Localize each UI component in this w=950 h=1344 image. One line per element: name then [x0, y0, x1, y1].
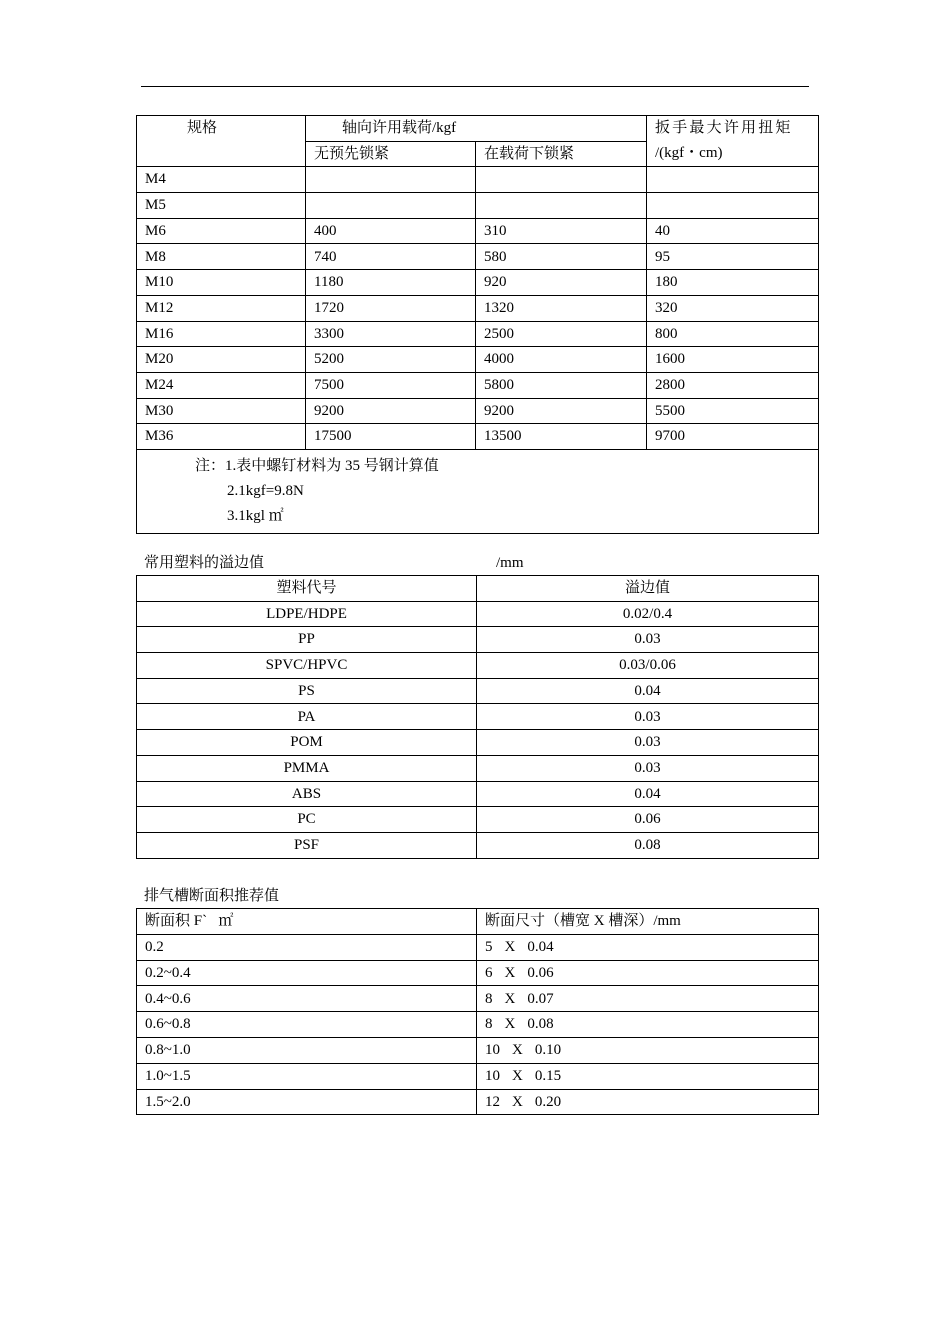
table-row	[137, 347, 819, 373]
table-row	[137, 295, 819, 321]
table1-body	[137, 167, 819, 450]
cell-flash-value: 0.03	[477, 704, 819, 730]
table-row	[137, 1037, 819, 1063]
cell-no-preload: 9200	[306, 398, 476, 424]
flash-value-header: 溢边值	[477, 576, 819, 602]
cell-under-load: 5800	[476, 372, 647, 398]
size-width: 10	[485, 1067, 500, 1084]
cell-torque: 1600	[647, 347, 819, 373]
table-row	[137, 807, 819, 833]
table-row	[137, 1063, 819, 1089]
size-depth: 0.06	[527, 964, 554, 981]
cell-torque	[647, 167, 819, 193]
axial-load-header: 轴向许用载荷/kgf	[306, 116, 647, 142]
size-times: X	[504, 990, 516, 1007]
cell-no-preload: 17500	[306, 424, 476, 450]
cell-area: 0.8~1.0	[137, 1037, 477, 1063]
cell-size	[477, 1012, 819, 1038]
cell-flash-value: 0.08	[477, 832, 819, 858]
note-1: 注：1.表中螺钉材料为 35 号钢计算值	[195, 457, 439, 474]
cell-spec: M6	[137, 218, 306, 244]
table-row	[137, 193, 819, 219]
cell-no-preload: 3300	[306, 321, 476, 347]
vent-groove-table	[136, 908, 819, 1115]
cell-torque: 2800	[647, 372, 819, 398]
table-row	[137, 321, 819, 347]
cell-torque: 5500	[647, 398, 819, 424]
size-times: X	[512, 1093, 523, 1110]
cell-under-load: 920	[476, 270, 647, 296]
size-width: 8	[485, 990, 493, 1007]
table-row	[137, 755, 819, 781]
cell-spec: M20	[137, 347, 306, 373]
cell-flash-value: 0.02/0.4	[477, 601, 819, 627]
area-header: 断面积 F` ㎡	[137, 909, 477, 935]
table-row	[137, 781, 819, 807]
plastic-flash-caption: 常用塑料的溢边值	[144, 555, 265, 571]
cell-under-load: 580	[476, 244, 647, 270]
cell-torque: 40	[647, 218, 819, 244]
table-row	[137, 372, 819, 398]
cell-torque: 180	[647, 270, 819, 296]
cell-under-load	[476, 193, 647, 219]
cell-area: 0.2~0.4	[137, 960, 477, 986]
cell-size	[477, 986, 819, 1012]
table-row	[137, 1012, 819, 1038]
table-row	[137, 627, 819, 653]
cell-spec: M5	[137, 193, 306, 219]
cell-no-preload: 1180	[306, 270, 476, 296]
cell-spec: M16	[137, 321, 306, 347]
cell-area: 1.5~2.0	[137, 1089, 477, 1115]
cell-plastic-code: PMMA	[137, 755, 477, 781]
cell-spec: M12	[137, 295, 306, 321]
cell-flash-value: 0.03	[477, 755, 819, 781]
table2-header-row	[137, 576, 819, 602]
table-row	[137, 960, 819, 986]
cell-spec: M8	[137, 244, 306, 270]
size-width: 12	[485, 1093, 500, 1110]
cell-area: 0.6~0.8	[137, 1012, 477, 1038]
cell-no-preload: 1720	[306, 295, 476, 321]
size-times: X	[512, 1067, 523, 1084]
cell-torque: 9700	[647, 424, 819, 450]
cell-plastic-code: POM	[137, 730, 477, 756]
table-row	[137, 1089, 819, 1115]
size-width: 8	[485, 1016, 493, 1033]
table-row	[137, 678, 819, 704]
table-row	[137, 601, 819, 627]
table-row	[137, 704, 819, 730]
cell-size	[477, 1037, 819, 1063]
vent-groove-caption: 排气槽断面积推荐值	[144, 888, 280, 904]
size-depth: 0.15	[534, 1067, 562, 1084]
cell-plastic-code: PP	[137, 627, 477, 653]
table1-notes	[137, 449, 819, 533]
size-depth: 0.04	[527, 938, 554, 955]
cell-spec: M4	[137, 167, 306, 193]
cell-size	[477, 1089, 819, 1115]
wrench-torque-header	[647, 116, 819, 167]
note-3: 3.1kgl ㎡	[227, 507, 284, 524]
cell-under-load: 310	[476, 218, 647, 244]
cell-under-load: 13500	[476, 424, 647, 450]
table3-body	[137, 934, 819, 1115]
cell-plastic-code: PSF	[137, 832, 477, 858]
cell-no-preload	[306, 193, 476, 219]
table-row	[137, 218, 819, 244]
bolt-load-table	[136, 115, 819, 534]
cell-flash-value: 0.04	[477, 678, 819, 704]
cell-no-preload: 400	[306, 218, 476, 244]
cell-flash-value: 0.06	[477, 807, 819, 833]
cell-spec: M30	[137, 398, 306, 424]
size-times: X	[504, 1016, 516, 1033]
cell-area: 0.2	[137, 934, 477, 960]
table-row	[137, 398, 819, 424]
wrench-header-line2: /(kgf・cm)	[655, 145, 723, 161]
under-load-header: 在载荷下锁紧	[476, 141, 647, 167]
cell-torque: 95	[647, 244, 819, 270]
cell-plastic-code: LDPE/HDPE	[137, 601, 477, 627]
cell-area: 1.0~1.5	[137, 1063, 477, 1089]
table1-header-row1	[137, 116, 819, 142]
spec-header: 规格	[137, 116, 306, 167]
size-depth: 0.10	[534, 1042, 562, 1059]
cell-no-preload: 740	[306, 244, 476, 270]
cell-no-preload: 5200	[306, 347, 476, 373]
size-times: X	[504, 938, 516, 955]
cell-under-load: 1320	[476, 295, 647, 321]
size-width: 6	[485, 964, 493, 981]
table-row	[137, 986, 819, 1012]
size-depth: 0.08	[527, 1016, 554, 1033]
cell-area: 0.4~0.6	[137, 986, 477, 1012]
size-width: 10	[485, 1042, 500, 1059]
table-row	[137, 832, 819, 858]
cell-torque: 800	[647, 321, 819, 347]
cell-plastic-code: ABS	[137, 781, 477, 807]
table-row	[137, 244, 819, 270]
cell-spec: M10	[137, 270, 306, 296]
table2-body	[137, 601, 819, 858]
size-width: 5	[485, 938, 493, 955]
plastic-flash-unit: /mm	[496, 555, 524, 571]
cell-flash-value: 0.04	[477, 781, 819, 807]
cell-plastic-code: PS	[137, 678, 477, 704]
cell-spec: M24	[137, 372, 306, 398]
cell-flash-value: 0.03	[477, 730, 819, 756]
note-2: 2.1kgf=9.8N	[227, 482, 304, 499]
cell-no-preload	[306, 167, 476, 193]
cell-size	[477, 934, 819, 960]
cell-torque	[647, 193, 819, 219]
cell-plastic-code: PC	[137, 807, 477, 833]
table-row	[137, 424, 819, 450]
no-preload-header: 无预先锁紧	[306, 141, 476, 167]
cell-plastic-code: SPVC/HPVC	[137, 653, 477, 679]
cell-under-load: 2500	[476, 321, 647, 347]
wrench-header-line1: 扳手最大许用扭矩	[655, 120, 793, 136]
cell-size	[477, 1063, 819, 1089]
size-times: X	[512, 1042, 523, 1059]
table-row	[137, 653, 819, 679]
cell-flash-value: 0.03	[477, 627, 819, 653]
table-row	[137, 730, 819, 756]
size-times: X	[504, 964, 516, 981]
cell-torque: 320	[647, 295, 819, 321]
header-rule	[141, 86, 809, 87]
plastic-code-header: 塑料代号	[137, 576, 477, 602]
cell-size	[477, 960, 819, 986]
table-row	[137, 270, 819, 296]
cell-flash-value: 0.03/0.06	[477, 653, 819, 679]
cell-plastic-code: PA	[137, 704, 477, 730]
cell-no-preload: 7500	[306, 372, 476, 398]
plastic-flash-table	[136, 575, 819, 859]
cell-under-load: 9200	[476, 398, 647, 424]
cell-spec: M36	[137, 424, 306, 450]
table1-notes-row	[137, 449, 819, 533]
table3-header-row	[137, 909, 819, 935]
size-depth: 0.20	[534, 1093, 562, 1110]
table-row	[137, 167, 819, 193]
cell-under-load	[476, 167, 647, 193]
table-row	[137, 934, 819, 960]
size-header: 断面尺寸（槽宽 X 槽深）/mm	[477, 909, 819, 935]
cell-under-load: 4000	[476, 347, 647, 373]
size-depth: 0.07	[527, 990, 554, 1007]
